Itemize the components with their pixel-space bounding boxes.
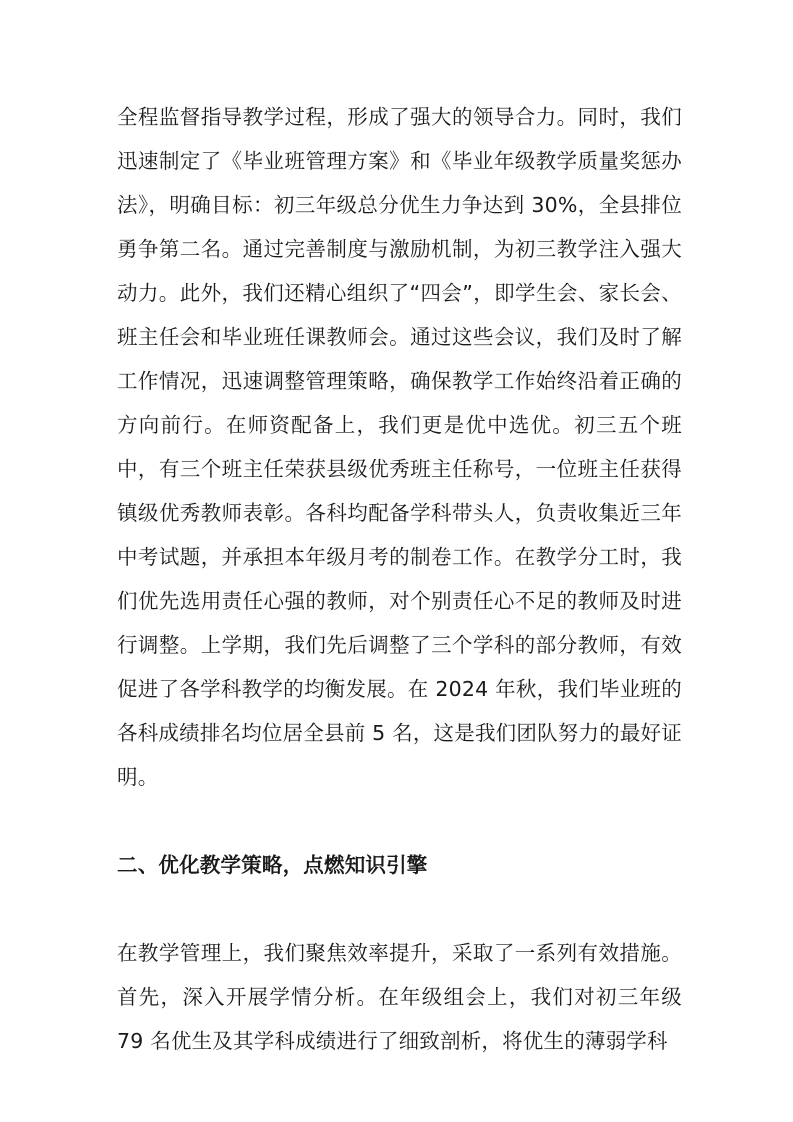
section-heading: 二、优化教学策略，点燃知识引擎 (117, 853, 428, 877)
document-body (117, 95, 682, 1063)
body-paragraph-2: 在教学管理上，我们聚焦效率提升，采取了一系列有效措施。首先，深入开展学情分析。在年级组会上，我们对初三年级 79 名优生及其学科成绩进行了细致剖析，将优生的薄弱学科 (117, 941, 682, 1053)
paragraph-spacer-1 (117, 799, 682, 843)
body-paragraph-1: 全程监督指导教学过程，形成了强大的领导合力。同时，我们迅速制定了《毕业班管理方案》和《毕业年级教学质量奖惩办法》，明确目标：初三年级总分优生力争达到 30%，全县排位勇争第二名。通过完善制度与激励机制，为初三教学注入强大动力。此外，我们还精心组织了“四会”，即学生会、家长会、班主任会和毕业班任课教师会。通过这些会议，我们及时了解工作情况，迅速调整管理策略，确保教学工作始终沿着正确的方向前行。在师资配备上，我们更是优中选优。初三五个班中，有三个班主任荣获县级优秀班主任称号，一位班主任获得镇级优秀教师表彰。各科均配备学科带头人，负责收集近三年中考试题，并承担本年级月考的制卷工作。在教学分工时，我们优先选用责任心强的教师，对个别责任心不足的教师及时进行调整。上学期，我们先后调整了三个学科的部分教师，有效促进了各学科教学的均衡发展。在 2024 年秋，我们毕业班的各科成绩排名均位居全县前 5 名，这是我们团队努力的最好证明。 (117, 105, 682, 789)
paragraph-spacer-2 (117, 887, 682, 931)
